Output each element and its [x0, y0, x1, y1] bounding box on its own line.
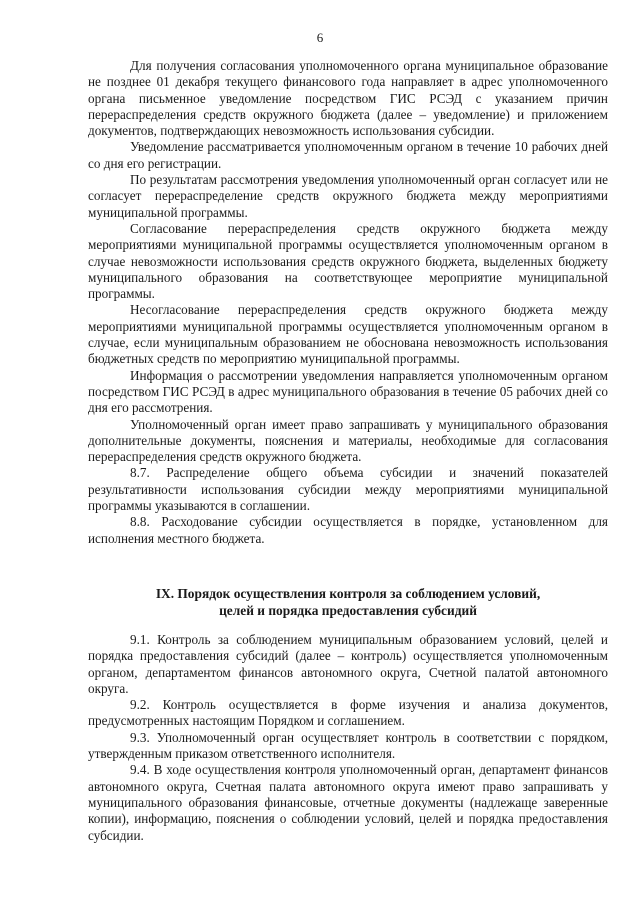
paragraph: Уполномоченный орган имеет право запрашивать у муниципального образования дополнительные документы, пояснения и материалы, необходимые для согласования перераспределения средств окружного бюджета. — [88, 416, 608, 465]
clause-8-7: 8.7. Распределение общего объема субсидии и значений показателей результативности использования субсидии между мероприятиями муниципальной программы указываются в соглашении. — [88, 465, 608, 514]
body-text-top — [88, 58, 608, 547]
clause-9-1: 9.1. Контроль за соблюдением муниципальным образованием условий, целей и порядка предоставления субсидий (далее – контроль) осуществляется уполномоченным органом, департаментом финансов автономного округа, Счетной палатой автономного округа. — [88, 632, 608, 696]
paragraph: Несогласование перераспределения средств окружного бюджета между мероприятиями муниципальной программы осуществляется уполномоченным органом в случае, если муниципальным образованием не обоснована невозможность использования бюджетных средств по мероприятию муниципальной программы. — [88, 302, 608, 367]
paragraph: Согласование перераспределения средств окружного бюджета между мероприятиями муниципальной программы осуществляется уполномоченным органом в случае невозможности использования средств окружного бюджета, выделенных бюджету муниципального образования на соответствующее мероприятие муниципальной программы. — [88, 220, 608, 302]
clause-9-3: 9.3. Уполномоченный орган осуществляет контроль в соответствии с порядком, утвержденным приказом ответственного исполнителя. — [88, 729, 608, 762]
paragraph: Уведомление рассматривается уполномоченным органом в течение 10 рабочих дней со дня его регистрации. — [88, 139, 608, 171]
clause-9-2: 9.2. Контроль осуществляется в форме изучения и анализа документов, предусмотренных настоящим Порядком и соглашением. — [88, 697, 608, 729]
paragraph: По результатам рассмотрения уведомления уполномоченный орган согласует или не согласует перераспределение средств окружного бюджета между мероприятиями муниципальной программы. — [88, 172, 608, 220]
page-number: 6 — [316, 30, 324, 45]
clause-8-8: 8.8. Расходование субсидии осуществляется в порядке, установленном для исполнения местного бюджета. — [88, 514, 608, 546]
paragraph: Информация о рассмотрении уведомления направляется уполномоченным органом посредством ГИС РСЭД в адрес муниципального образования в течение 05 рабочих дней со дня его рассмотрения. — [88, 367, 608, 416]
paragraph: Для получения согласования уполномоченного органа муниципальное образование не позднее 01 декабря текущего финансового года направляет в адрес уполномоченного органа письменное уведомление посредством ГИС РСЭД с указанием причин перераспределения средств окружного бюджета (далее – уведомление) и приложением документов, подтверждающих невозможность использования субсидии. — [88, 58, 608, 139]
section-heading — [88, 586, 608, 619]
body-text-bottom — [88, 632, 608, 844]
section-heading-line-1: IX. Порядок осуществления контроля за соблюдением условий, — [155, 586, 541, 601]
section-heading-line-2: целей и порядка предоставления субсидий — [219, 602, 477, 618]
clause-9-4: 9.4. В ходе осуществления контроля уполномоченный орган, департамент финансов автономного округа, Счетная палата автономного округа имеют право запрашивать у муниципального образования финансовые, отчетные документы (надлежаще заверенные копии), информацию, пояснения о соблюдении условий, целей и порядка предоставления субсидии. — [88, 762, 608, 843]
